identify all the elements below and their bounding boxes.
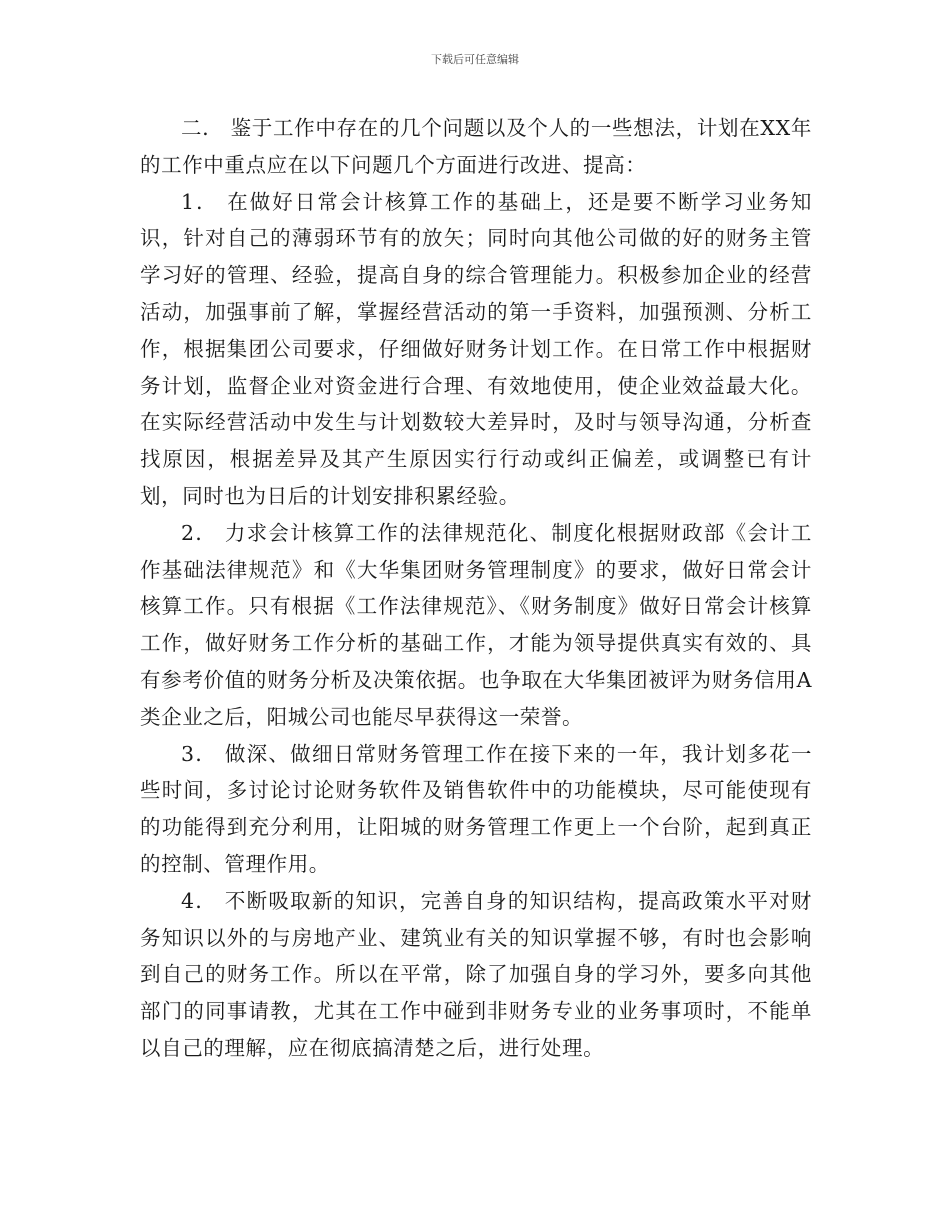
item-4-paragraph: 4． 不断吸取新的知识，完善自身的知识结构，提高政策水平对财务知识以外的与房地产业、建筑业有关的知识掌握不够，有时也会影响到自己的财务工作。所以在平常，除了加强自身的学习外，要多向其他部门的同事请教，尤其在工作中碰到非财务专业的业务事项时，不能单以自己的理解，应在彻底搞清楚之后，进行处理。 — [140, 888, 812, 1060]
item-1-paragraph: 1． 在做好日常会计核算工作的基础上，还是要不断学习业务知识，针对自己的薄弱环节有的放矢；同时向其他公司做的好的财务主管学习好的管理、经验，提高自身的综合管理能力。积极参加企业的经营活动，加强事前了解，掌握经营活动的第一手资料，加强预测、分析工作，根据集团公司要求，仔细做好财务计划工作。在日常工作中根据财务计划，监督企业对资金进行合理、有效地使用，使企业效益最大化。在实际经营活动中发生与计划数较大差异时，及时与领导沟通，分析查找原因，根据差异及其产生原因实行行动或纠正偏差，或调整已有计划，同时也为日后的计划安排积累经验。 — [140, 189, 812, 508]
page-header-note: 下载后可任意编辑 — [431, 53, 519, 66]
section-2-intro-paragraph: 二． 鉴于工作中存在的几个问题以及个人的一些想法，计划在XX年的工作中重点应在以下问题几个方面进行改进、提高： — [140, 116, 812, 177]
item-3-paragraph: 3． 做深、做细日常财务管理工作在接下来的一年，我计划多花一些时间，多讨论讨论财务软件及销售软件中的功能模块，尽可能使现有的功能得到充分利用，让阳城的财务管理工作更上一个台阶，起到真正的控制、管理作用。 — [140, 741, 812, 876]
document-body — [140, 110, 812, 1067]
item-2-paragraph: 2． 力求会计核算工作的法律规范化、制度化根据财政部《会计工作基础法律规范》和《大华集团财务管理制度》的要求，做好日常会计核算工作。只有根据《工作法律规范》、《财务制度》做好日常会计核算工作，做好财务工作分析的基础工作，才能为领导提供真实有效的、具有参考价值的财务分析及决策依据。也争取在大华集团被评为财务信用A类企业之后，阳城公司也能尽早获得这一荣誉。 — [140, 520, 812, 729]
